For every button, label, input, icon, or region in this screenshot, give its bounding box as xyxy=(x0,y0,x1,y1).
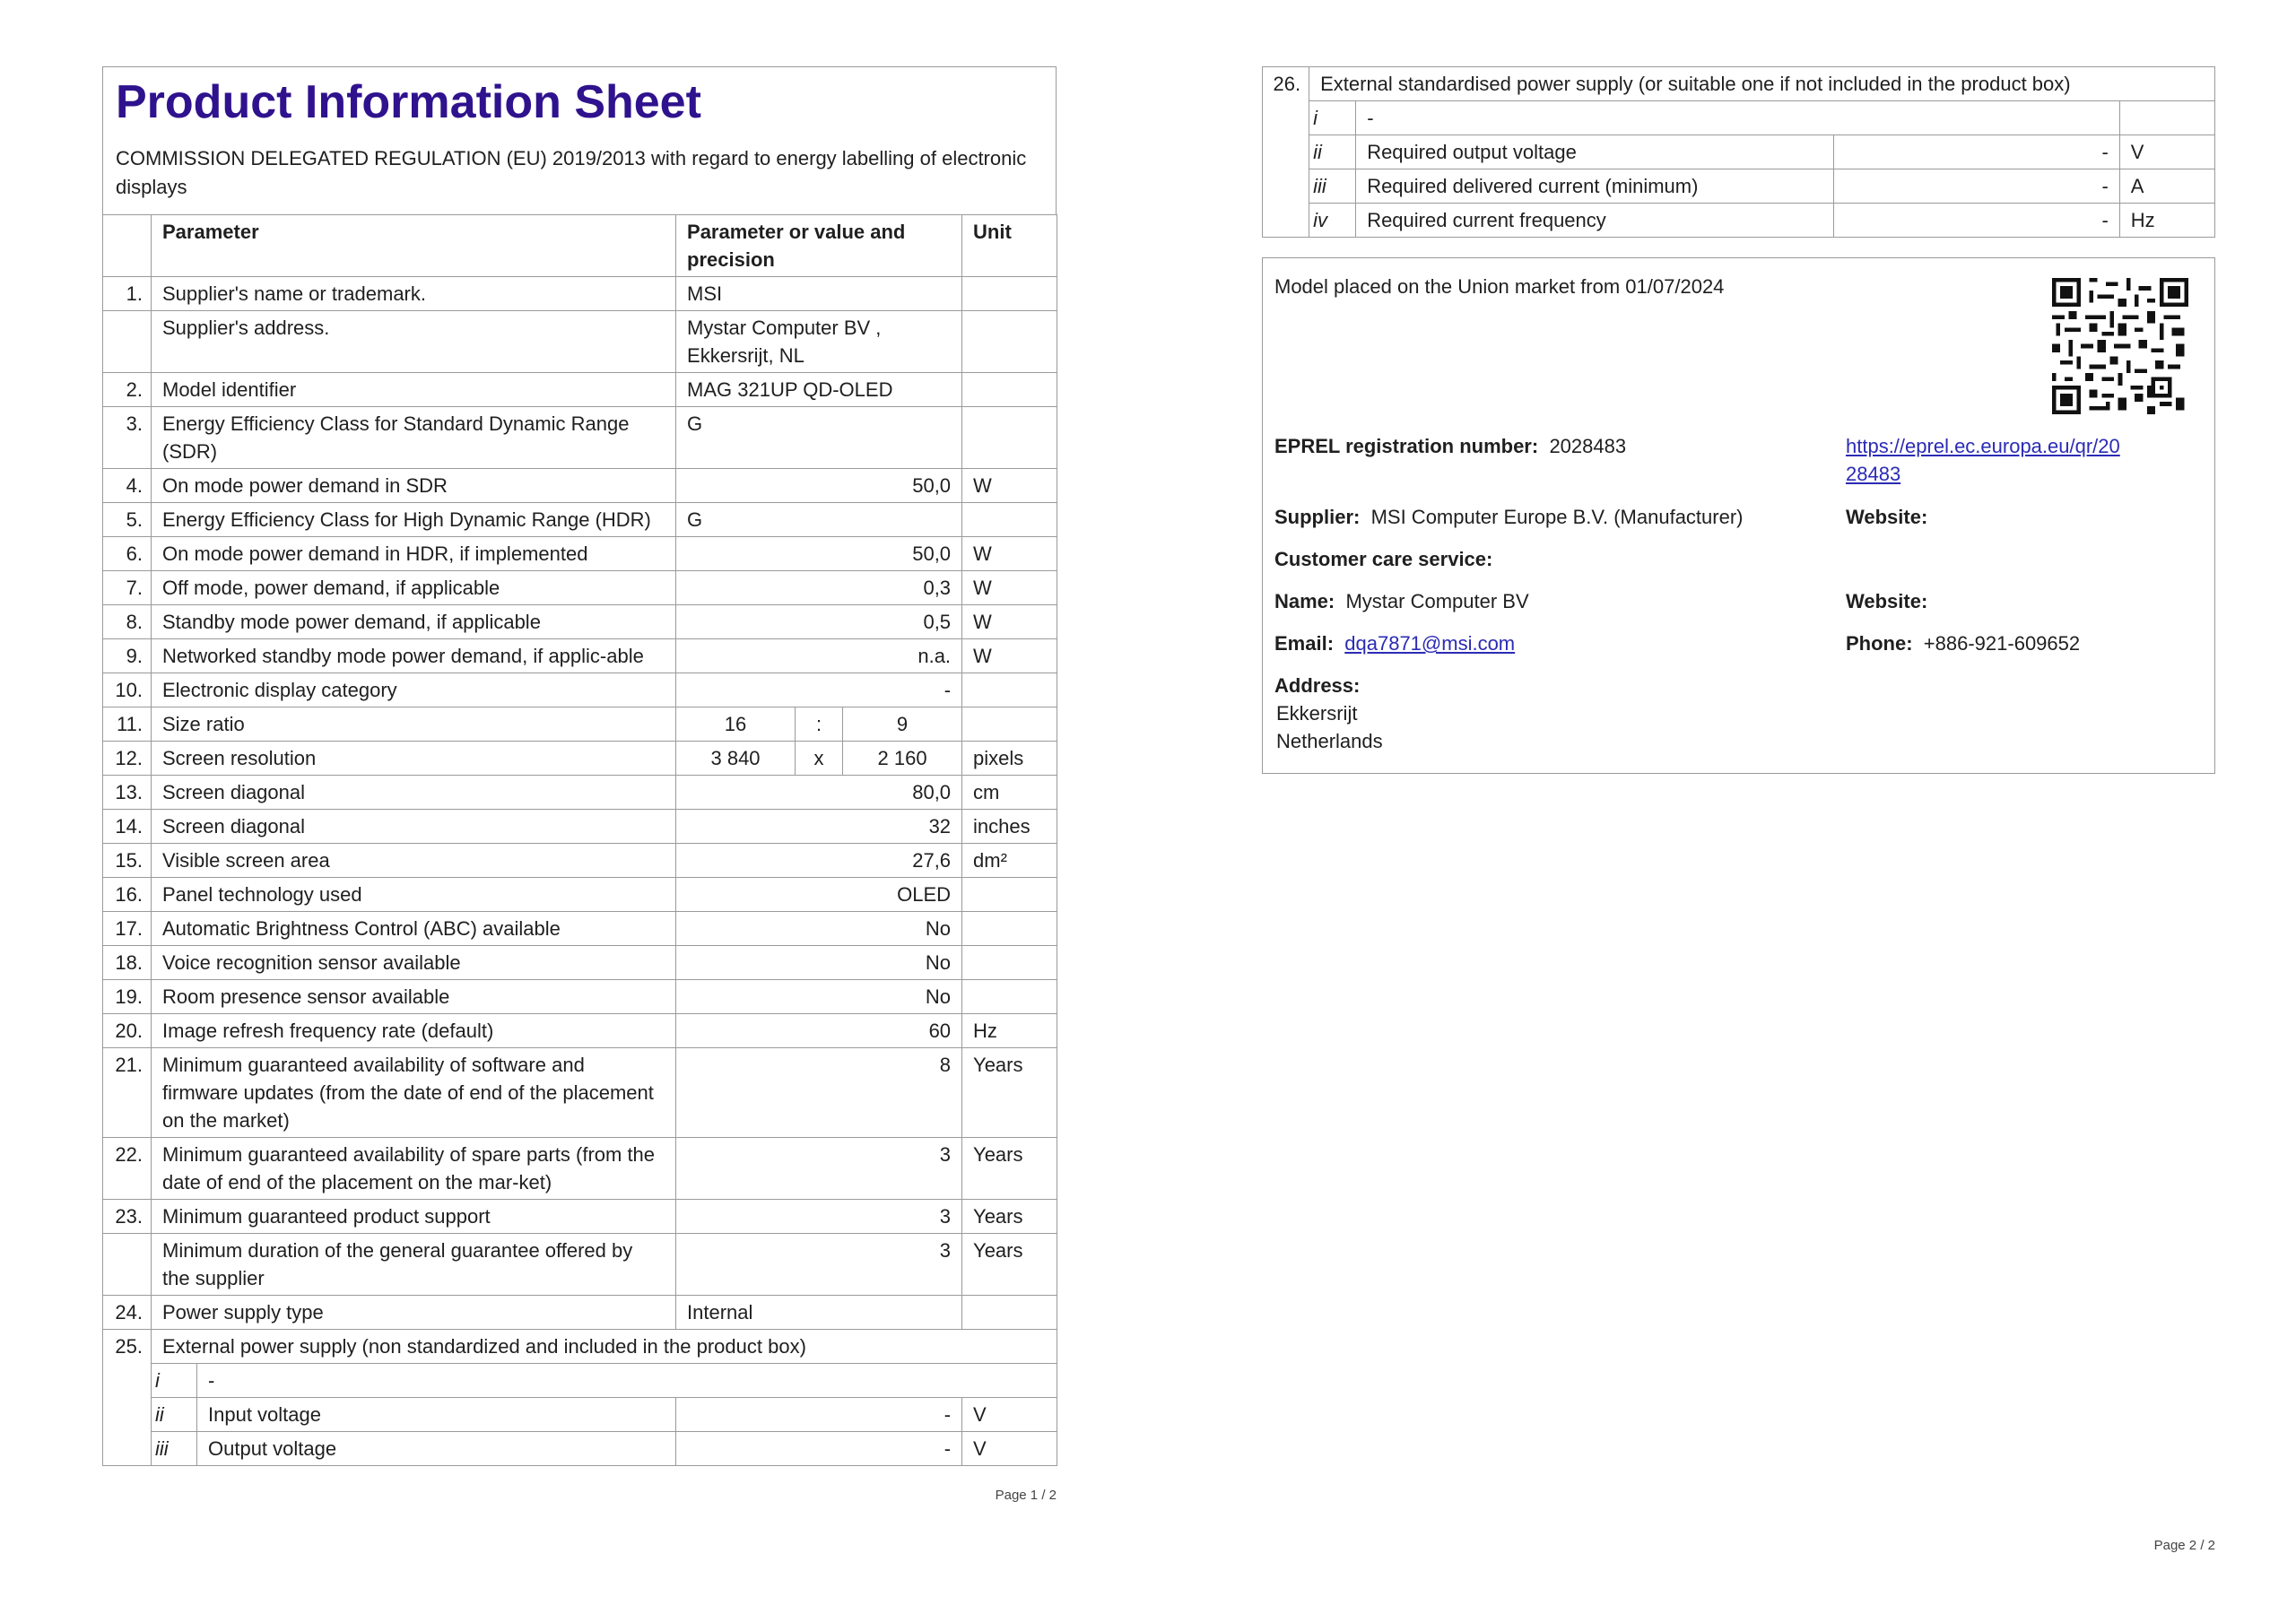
subrow-index: ii xyxy=(1309,135,1356,169)
row-unit xyxy=(962,946,1057,980)
row-parameter: On mode power demand in SDR xyxy=(152,469,676,503)
row-parameter: Supplier's name or trademark. xyxy=(152,277,676,311)
row-parameter: Minimum duration of the general guarantee offered by the supplier xyxy=(152,1234,676,1296)
row-number: 2. xyxy=(103,373,152,407)
table-row xyxy=(103,1296,1057,1330)
row-value: 3 xyxy=(676,1200,962,1234)
row-unit: A xyxy=(2119,169,2214,204)
row-number: 21. xyxy=(103,1048,152,1138)
customer-care-label: Customer care service: xyxy=(1274,548,1493,570)
row-value: No xyxy=(676,946,962,980)
row-parameter: Supplier's address. xyxy=(152,311,676,373)
row-parameter: Required current frequency xyxy=(1356,204,1834,238)
table-row xyxy=(103,277,1057,311)
row-unit: inches xyxy=(962,810,1057,844)
header-parameter: Parameter xyxy=(152,215,676,277)
supplier-line xyxy=(1274,503,1744,531)
row-parameter: On mode power demand in HDR, if implemented xyxy=(152,537,676,571)
row-number: 19. xyxy=(103,980,152,1014)
row-unit xyxy=(962,503,1057,537)
table-row xyxy=(103,373,1057,407)
row-unit: dm² xyxy=(962,844,1057,878)
supplier-value: MSI Computer Europe B.V. (Manufacturer) xyxy=(1370,506,1744,528)
eprel-link-line-1[interactable]: https://eprel.ec.europa.eu/qr/20 xyxy=(1846,435,2120,457)
row-value: - xyxy=(1834,204,2120,238)
row-value: - xyxy=(1834,169,2120,204)
table-row xyxy=(103,707,1057,742)
row-value: - xyxy=(676,673,962,707)
row-number: 4. xyxy=(103,469,152,503)
row-unit: Years xyxy=(962,1234,1057,1296)
table-row xyxy=(103,1048,1057,1138)
sheet-header xyxy=(102,66,1057,214)
product-info-table xyxy=(102,214,1057,1466)
row-unit xyxy=(962,878,1057,912)
row-parameter: Screen diagonal xyxy=(152,810,676,844)
table-subrow xyxy=(1263,101,2215,135)
row-number: 26. xyxy=(1263,67,1309,238)
row-parameter: Power supply type xyxy=(152,1296,676,1330)
row-value: 3 xyxy=(676,1234,962,1296)
row-value: 8 xyxy=(676,1048,962,1138)
page-2 xyxy=(1262,66,2215,1553)
subrow-index: ii xyxy=(152,1398,197,1432)
row-parameter: Automatic Brightness Control (ABC) available xyxy=(152,912,676,946)
table-row xyxy=(103,810,1057,844)
row-number: 7. xyxy=(103,571,152,605)
row-unit xyxy=(962,277,1057,311)
row-value: 50,0 xyxy=(676,537,962,571)
row-number: 6. xyxy=(103,537,152,571)
row-value: - xyxy=(1834,135,2120,169)
row-parameter: Room presence sensor available xyxy=(152,980,676,1014)
table-subrow xyxy=(1263,135,2215,169)
subrow-index: iii xyxy=(152,1432,197,1466)
row-value: 80,0 xyxy=(676,776,962,810)
row-parameter: Visible screen area xyxy=(152,844,676,878)
table-subrow xyxy=(103,1364,1057,1398)
row-value: 3 xyxy=(676,1138,962,1200)
table-row xyxy=(103,503,1057,537)
table-row xyxy=(103,1330,1057,1364)
row-parameter: Energy Efficiency Class for High Dynamic Range (HDR) xyxy=(152,503,676,537)
table-row xyxy=(103,1138,1057,1200)
row-number: 23. xyxy=(103,1200,152,1234)
row-unit xyxy=(962,407,1057,469)
phone-line xyxy=(1846,629,2080,657)
row-parameter: Size ratio xyxy=(152,707,676,742)
table-row xyxy=(103,912,1057,946)
row-value: 60 xyxy=(676,1014,962,1048)
row-parameter: - xyxy=(197,1364,1057,1398)
row-unit xyxy=(962,912,1057,946)
row-unit xyxy=(962,311,1057,373)
row-parameter: Required output voltage xyxy=(1356,135,1834,169)
row-number xyxy=(103,1234,152,1296)
address-line-2: Netherlands xyxy=(1276,730,1383,752)
row-parameter: Image refresh frequency rate (default) xyxy=(152,1014,676,1048)
phone-value: +886-921-609652 xyxy=(1923,632,2081,655)
row-number: 15. xyxy=(103,844,152,878)
name-value: Mystar Computer BV xyxy=(1345,590,1529,612)
row-value: G xyxy=(676,407,962,469)
email-line xyxy=(1274,629,1515,657)
row-number: 12. xyxy=(103,742,152,776)
address-line-1: Ekkersrijt xyxy=(1276,702,1358,725)
market-date: Model placed on the Union market from 01/07/2024 xyxy=(1274,275,1725,298)
row-parameter: Input voltage xyxy=(197,1398,676,1432)
row-value: - xyxy=(676,1432,962,1466)
row-number: 13. xyxy=(103,776,152,810)
resolution-height: 2 160 xyxy=(843,742,962,776)
website-label-2: Website: xyxy=(1846,590,1928,612)
eprel-link[interactable] xyxy=(1846,435,2120,485)
phone-label: Phone: xyxy=(1846,632,1913,655)
row-unit: W xyxy=(962,605,1057,639)
row-parameter: Minimum guaranteed availability of spare parts (from the date of end of the placement on the mar-ket) xyxy=(152,1138,676,1200)
resolution-separator: x xyxy=(796,742,843,776)
supplier-label: Supplier: xyxy=(1274,506,1361,528)
ratio-separator: : xyxy=(796,707,843,742)
row-number: 10. xyxy=(103,673,152,707)
qr-code-icon[interactable] xyxy=(2052,278,2188,414)
table-subrow xyxy=(103,1432,1057,1466)
row-number: 24. xyxy=(103,1296,152,1330)
row-parameter: External standardised power supply (or suitable one if not included in the product box) xyxy=(1309,67,2215,101)
row-parameter: Panel technology used xyxy=(152,878,676,912)
row-number: 18. xyxy=(103,946,152,980)
row-unit: W xyxy=(962,469,1057,503)
ratio-width: 16 xyxy=(676,707,796,742)
row-parameter: Screen diagonal xyxy=(152,776,676,810)
address-label: Address: xyxy=(1274,674,1361,697)
row-number: 22. xyxy=(103,1138,152,1200)
table-subrow xyxy=(1263,204,2215,238)
row-unit xyxy=(962,1296,1057,1330)
row-unit: V xyxy=(2119,135,2214,169)
table-subrow xyxy=(1263,169,2215,204)
address-block xyxy=(1274,672,1383,755)
eprel-number: 2028483 xyxy=(1549,435,1627,457)
row-value: 0,5 xyxy=(676,605,962,639)
email-link[interactable]: dqa7871@msi.com xyxy=(1344,632,1516,655)
table-row xyxy=(103,571,1057,605)
table-row xyxy=(103,605,1057,639)
row-value: n.a. xyxy=(676,639,962,673)
row-number: 3. xyxy=(103,407,152,469)
row-number: 5. xyxy=(103,503,152,537)
regulation-subtitle: COMMISSION DELEGATED REGULATION (EU) 2019/2013 with regard to energy labelling of electronic displays xyxy=(116,147,1027,198)
row-value: Mystar Computer BV , Ekkersrijt, NL xyxy=(676,311,962,373)
table-row xyxy=(103,1234,1057,1296)
row-value: 50,0 xyxy=(676,469,962,503)
table-row xyxy=(103,469,1057,503)
row-parameter: Standby mode power demand, if applicable xyxy=(152,605,676,639)
row-parameter: Minimum guaranteed product support xyxy=(152,1200,676,1234)
row-unit: Years xyxy=(962,1048,1057,1138)
table-header-row xyxy=(103,215,1057,277)
row-number: 25. xyxy=(103,1330,152,1466)
table-row xyxy=(103,844,1057,878)
row-value: OLED xyxy=(676,878,962,912)
supplier-info-box xyxy=(1262,257,2215,774)
row-unit: Years xyxy=(962,1200,1057,1234)
eprel-label: EPREL registration number: xyxy=(1274,435,1539,457)
table-row xyxy=(103,1200,1057,1234)
eprel-registration xyxy=(1274,432,1626,460)
table-subrow xyxy=(103,1398,1057,1432)
ratio-height: 9 xyxy=(843,707,962,742)
table-row xyxy=(103,537,1057,571)
row-unit: cm xyxy=(962,776,1057,810)
subrow-index: i xyxy=(1309,101,1356,135)
row-parameter: Networked standby mode power demand, if applic-able xyxy=(152,639,676,673)
row-value: 0,3 xyxy=(676,571,962,605)
table-row xyxy=(103,776,1057,810)
subrow-index: iv xyxy=(1309,204,1356,238)
row-parameter: Model identifier xyxy=(152,373,676,407)
row-unit xyxy=(962,673,1057,707)
row-value: Internal xyxy=(676,1296,962,1330)
row-value: No xyxy=(676,912,962,946)
row-number: 16. xyxy=(103,878,152,912)
row-value: MSI xyxy=(676,277,962,311)
row-unit: W xyxy=(962,537,1057,571)
row-unit xyxy=(962,373,1057,407)
subrow-index: i xyxy=(152,1364,197,1398)
table-row xyxy=(103,946,1057,980)
email-label: Email: xyxy=(1274,632,1335,655)
row-parameter: Electronic display category xyxy=(152,673,676,707)
row-number: 9. xyxy=(103,639,152,673)
row-unit: W xyxy=(962,571,1057,605)
row-unit: V xyxy=(962,1398,1057,1432)
website-label-1: Website: xyxy=(1846,506,1928,528)
name-label: Name: xyxy=(1274,590,1335,612)
row-number: 14. xyxy=(103,810,152,844)
row-number: 1. xyxy=(103,277,152,311)
table-row xyxy=(103,742,1057,776)
row-parameter: - xyxy=(1356,101,2120,135)
row-unit xyxy=(962,707,1057,742)
row-number xyxy=(103,311,152,373)
page-number: Page 1 / 2 xyxy=(995,1488,1057,1503)
row-parameter: Screen resolution xyxy=(152,742,676,776)
row-unit xyxy=(962,980,1057,1014)
table-row xyxy=(103,407,1057,469)
eprel-link-block xyxy=(1846,432,2205,488)
row-unit: V xyxy=(962,1432,1057,1466)
table-row xyxy=(103,311,1057,373)
row-number: 11. xyxy=(103,707,152,742)
page-1 xyxy=(102,66,1057,1503)
eprel-link-line-2[interactable]: 28483 xyxy=(1846,463,1901,485)
row-value: 32 xyxy=(676,810,962,844)
header-value: Parameter or value and precision xyxy=(676,215,962,277)
page-number: Page 2 / 2 xyxy=(2153,1538,2215,1553)
row-unit: Hz xyxy=(2119,204,2214,238)
row-value: 27,6 xyxy=(676,844,962,878)
row-unit: pixels xyxy=(962,742,1057,776)
row-value: MAG 321UP QD-OLED xyxy=(676,373,962,407)
row-unit: Hz xyxy=(962,1014,1057,1048)
table-row xyxy=(103,878,1057,912)
name-line xyxy=(1274,587,1529,615)
header-unit: Unit xyxy=(962,215,1057,277)
row-parameter: External power supply (non standardized and included in the product box) xyxy=(152,1330,1057,1364)
table-row xyxy=(103,673,1057,707)
row-number: 8. xyxy=(103,605,152,639)
external-psu-table xyxy=(1262,66,2215,238)
row-parameter: Output voltage xyxy=(197,1432,676,1466)
row-number: 20. xyxy=(103,1014,152,1048)
row-unit: Years xyxy=(962,1138,1057,1200)
row-parameter: Voice recognition sensor available xyxy=(152,946,676,980)
row-parameter: Energy Efficiency Class for Standard Dynamic Range (SDR) xyxy=(152,407,676,469)
page-title: Product Information Sheet xyxy=(116,76,701,128)
table-row xyxy=(103,639,1057,673)
table-row xyxy=(1263,67,2215,101)
subrow-index: iii xyxy=(1309,169,1356,204)
row-parameter: Off mode, power demand, if applicable xyxy=(152,571,676,605)
row-value: No xyxy=(676,980,962,1014)
table-row xyxy=(103,980,1057,1014)
row-parameter: Minimum guaranteed availability of software and firmware updates (from the date of end of the placement on the market) xyxy=(152,1048,676,1138)
row-unit: W xyxy=(962,639,1057,673)
resolution-width: 3 840 xyxy=(676,742,796,776)
row-parameter: Required delivered current (minimum) xyxy=(1356,169,1834,204)
row-value: G xyxy=(676,503,962,537)
row-value: - xyxy=(676,1398,962,1432)
table-row xyxy=(103,1014,1057,1048)
row-number: 17. xyxy=(103,912,152,946)
